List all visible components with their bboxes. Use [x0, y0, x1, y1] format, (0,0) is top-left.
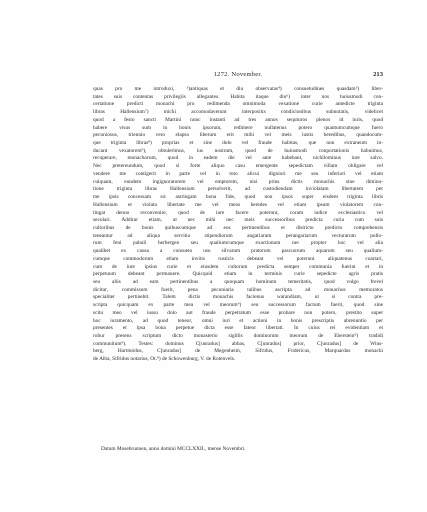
text-line: specialiter pertinebit. Talem dictis monachis facienus warandiam, ut si contra pre-	[93, 294, 383, 301]
text-line: cuiquam, eundem ingignoratorem vel emptorem, nisi prius dictis monachis sine diminu-	[93, 178, 383, 185]
text-line: rum feni pabuli herbergen seu qualiumcumque exactionum nec propter hoc vel alia	[93, 240, 383, 247]
text-line: cum de iure ipsius curie et eiusdem cultorum predicta semper communia fuerint et in	[93, 263, 383, 270]
header-date: 1272. November.	[213, 71, 263, 78]
text-line: habere visus sum in bonis ipsorum, redimere nullatenus potero quantumcumque fuero	[93, 124, 383, 131]
text-line: cultoribus de bonis quibuscumque ad eos pertinentibus et districto predicto comprehensis	[93, 224, 383, 231]
charter-text	[93, 86, 383, 364]
text-line: me ipsis concessam sic astringam bona fide, quod non ipsos super eisdem triginta libris	[93, 194, 383, 201]
text-line: certatione predicti monachi pro redimenda omnimoda vexatione curie antedicte triginta	[93, 101, 383, 108]
text-line: berg, Hartmódus, C[unradus] de Megenheim, Sifridus, Fridericus, Marquardus monachi	[93, 348, 383, 355]
text-line: seculari. Additur etiam, ut nec mihi nec meis successoribus predicta curia cum suis	[93, 217, 383, 224]
text-line: Nec pretereundum, quod si forte aliquo casu emergente sepedictam villam obligare vel	[93, 163, 383, 170]
text-line: tates suis contentas privilegiis allegantes. Habita itaque diu⁶) inter nos huiusmodi con-	[93, 93, 383, 100]
text-line: teneantur ad aliqua servitia stipendiorum angariarum perangariarum vecturarum pullo-	[93, 232, 383, 239]
text-line: communitum⁹). Testes: dominus C[unradus] abbas, C[unradus] prior, C[unradus] de Wins-	[93, 340, 383, 347]
text-line: presentes et ipsa bona perpetue dicta esse fateor libertati. In cuius rei evidentiam et	[93, 325, 383, 332]
page-number: 213	[373, 71, 383, 78]
text-line: pecuniosus, triennio vero elapso liberum erit mihi vel meis iustis heredibus, quandocum-	[93, 132, 383, 139]
dating-clause: Datum Mosebrunnen, anno domini MCCLXXII., mense Novembri.	[101, 446, 246, 452]
text-line: robur presens scriptum dicto monasterio sigillis dominorum meorum de Eberstein⁹) tradidi	[93, 333, 383, 339]
text-line: seu aliis ad eam pertinentibus a quoquam hominum temeritatis, quod vulgo frevel	[93, 278, 383, 285]
text-line: tingat denuo reconvenire, quod de iure facere poterunt, coram iudice ecclesiastico vel	[93, 209, 383, 216]
text-line: vendere me contigerit in parte vel in toto alicui digniori me seu inferiori vel etiam	[93, 170, 383, 177]
text-line: scitu meo vel iussu dolo aut fraude perpetratum esse probare non potero, prestito super	[93, 309, 383, 316]
text-line: qualibet ex causa a consueto usu silvarum pratorum pascuorum aquarum seu qualium-	[93, 248, 383, 255]
text-line: recuperare, monachorum, quod in eadem die vel ante habebant, nichilominus iure salvo.	[93, 155, 383, 162]
text-line: libras Hallensium⁷) michi accomodaverunt interpositis condicionibus subnotatis, videlicet	[93, 109, 383, 116]
text-line: cumque commodorum etiam invitis rusticis debeant vel poterunt aliquatenus coartari,	[93, 255, 383, 262]
text-line: quod a festo sancti Martini nunc instanti ad tres annos sequturos plenos id iuris, quod	[93, 116, 383, 123]
text-line: que triginta libras⁸) proprias et sine dolo vel fraude habitas, que non extraneum in-	[93, 140, 383, 147]
text-line: scripta quicquam ex parte mea vel meorum⁹) seu successorum factum fuerit, quod sine	[93, 302, 383, 309]
text-line: de Alba, Sifridus notarius, Ot.⁹) de Schowenburg, V. de Rotenvels.	[93, 356, 236, 363]
text-line: dicitur, commissum fuerit, pena pecuniaria talibus ascripta ad monachos memoratos	[93, 286, 383, 293]
text-line: perpetuum debeant permanere. Quicquid etiam in terminis curie sepedicte agris pratis	[93, 271, 383, 278]
text-line: Hallensium et violata libertate me vel meos heredes vel etiam ipsum violatorem con-	[93, 201, 383, 208]
text-line: ducant vexatorem⁹), obtulerimus, ius nostrum, quod de huiusmodi conportationis habuimus,	[93, 147, 383, 154]
text-line: quas pro me introduxi, ³)antiquas et diu observatas⁴) consuetudines quasdam⁵) liber-	[93, 86, 383, 92]
text-line: tione triginta libras Hallensium persolverit, ad custodiendam inviolatam libertatem per	[93, 186, 383, 193]
text-line: hoc iuramento, ad quod teneor, omni iuri et actioni in bonis prescriptis abrenuntio per	[93, 317, 383, 324]
page-header	[93, 70, 383, 80]
